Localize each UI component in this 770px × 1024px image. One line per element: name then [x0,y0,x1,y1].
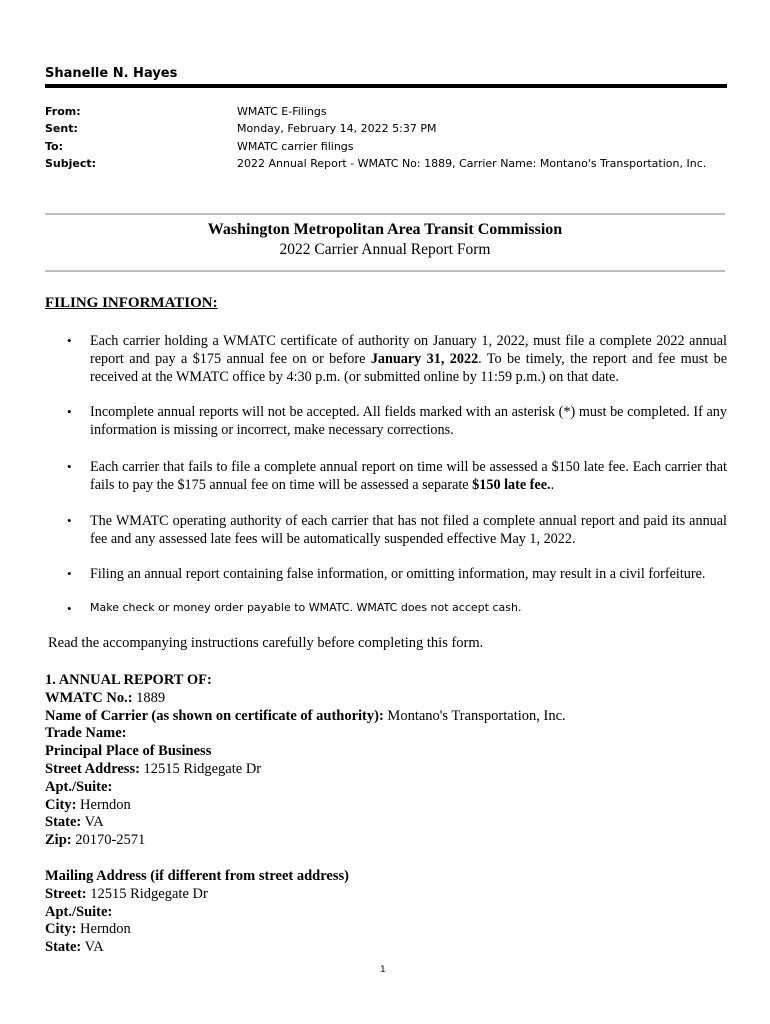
filing-heading: FILING INFORMATION: [45,295,218,311]
bullet-dot-icon: • [67,513,72,528]
bullet-1-post: . To be timely, the report and fee must be received at the WMATC office by 4:30 p.m. (or submitted online by 11:59 p.m.) on that date. [90,351,728,385]
city-row [45,797,566,815]
email-to-row [45,138,706,155]
top-divider [45,213,725,215]
bullet-3-pre: Each carrier that fails to file a complete annual report on time will be assessed a $150 late fee. Each carrier that fails to pay the $175 annual fee on time will be assessed a separate [90,459,727,493]
bullet-dot-icon: • [67,404,72,419]
bullet-1-pre: Each carrier holding a WMATC certificate of authority on January 1, 2022, must file a complete 2022 annual report and pay a $175 annual fee on or before [90,333,727,367]
owner-divider [45,84,727,88]
bottom-divider [45,270,725,272]
to-value: WMATC carrier filings [237,139,354,153]
bullet-3-post: . [550,477,555,493]
email-header [45,103,706,172]
email-from-row [45,103,706,120]
bullet-dot-icon: • [67,333,72,348]
carrier-name-value: Montano's Transportation, Inc. [383,707,566,724]
annual-report-section [45,672,566,850]
state-label: State: [45,814,82,831]
bullet-3 [45,458,727,494]
page-number: 1 [380,965,386,975]
mailing-address-section [45,868,349,957]
bullet-4-text: The WMATC operating authority of each carrier that has not filed a complete annual report and paid its annual fee and any assessed late fees will be automatically suspended effective May 1, 2022. [90,513,727,547]
bullet-2 [45,403,727,439]
org-name: Washington Metropolitan Area Transit Commission [207,221,563,238]
form-title-block [45,220,725,260]
bullet-dot-icon: • [67,566,72,581]
form-title: 2022 Carrier Annual Report Form [279,241,491,258]
street-address-value: 12515 Ridgegate Dr [139,760,262,777]
wmatc-no-value: 1889 [132,689,166,706]
bullet-3-bold: $150 late fee. [472,477,551,493]
mailing-state-value: VA [81,939,104,956]
mailing-street-row [45,886,349,904]
from-value: WMATC E-Filings [237,105,327,118]
city-label: City: [45,796,77,813]
trade-name-label: Trade Name: [45,725,127,742]
state-row [45,814,566,832]
annual-report-heading: 1. ANNUAL REPORT OF: [45,672,212,688]
bullet-5 [45,565,727,583]
bullet-6 [45,600,727,616]
mailing-state-label: State: [45,939,82,956]
carrier-name-row [45,708,566,726]
zip-value: 20170-2571 [71,832,146,849]
mailing-city-label: City: [45,921,77,938]
sent-value: Monday, February 14, 2022 5:37 PM [237,122,437,136]
mailing-heading: Mailing Address (if different from street address) [45,868,349,884]
from-label: From: [45,105,81,118]
instructions-note: Read the accompanying instructions carefully before completing this form. [48,635,484,651]
subject-value: 2022 Annual Report - WMATC No: 1889, Carrier Name: Montano's Transportation, Inc. [237,156,707,170]
street-address-row [45,761,566,779]
apt-suite-label: Apt./Suite: [45,778,113,795]
to-label: To: [45,139,63,153]
city-value: Herndon [76,796,131,813]
mailing-city-row [45,921,349,939]
carrier-name-label: Name of Carrier (as shown on certificate of authority): [45,707,384,724]
sent-label: Sent: [45,122,78,136]
mailing-apt-label: Apt./Suite: [45,903,113,920]
mailing-street-value: 12515 Ridgegate Dr [86,885,208,902]
wmatc-no-row [45,690,566,708]
email-sent-row [45,120,706,137]
bullet-3-text [90,458,727,494]
subject-label: Subject: [45,156,97,170]
zip-row [45,832,566,850]
mailing-state-row [45,939,349,957]
state-value: VA [81,814,104,831]
wmatc-no-label: WMATC No.: [45,689,133,706]
mailing-street-label: Street: [45,885,87,902]
email-subject-row [45,155,706,172]
email-owner: Shanelle N. Hayes [45,66,178,81]
zip-label: Zip: [45,832,72,849]
bullet-4 [45,512,727,548]
principal-place-label: Principal Place of Business [45,743,212,760]
bullet-1 [45,332,727,386]
bullet-1-bold: January 31, 2022 [370,351,479,367]
bullet-dot-icon: • [67,601,72,616]
bullet-dot-icon: • [67,459,72,474]
bullet-5-text: Filing an annual report containing false information, or omitting information, may result in a civil forfeiture. [90,566,706,582]
bullet-1-text [90,332,727,386]
street-address-label: Street Address: [45,760,140,777]
mailing-city-value: Herndon [76,921,131,938]
bullet-6-text: Make check or money order payable to WMATC. WMATC does not accept cash. [90,601,522,614]
bullet-2-text: Incomplete annual reports will not be accepted. All fields marked with an asterisk (*) must be completed. If any information is missing or incorrect, make necessary corrections. [90,404,727,438]
